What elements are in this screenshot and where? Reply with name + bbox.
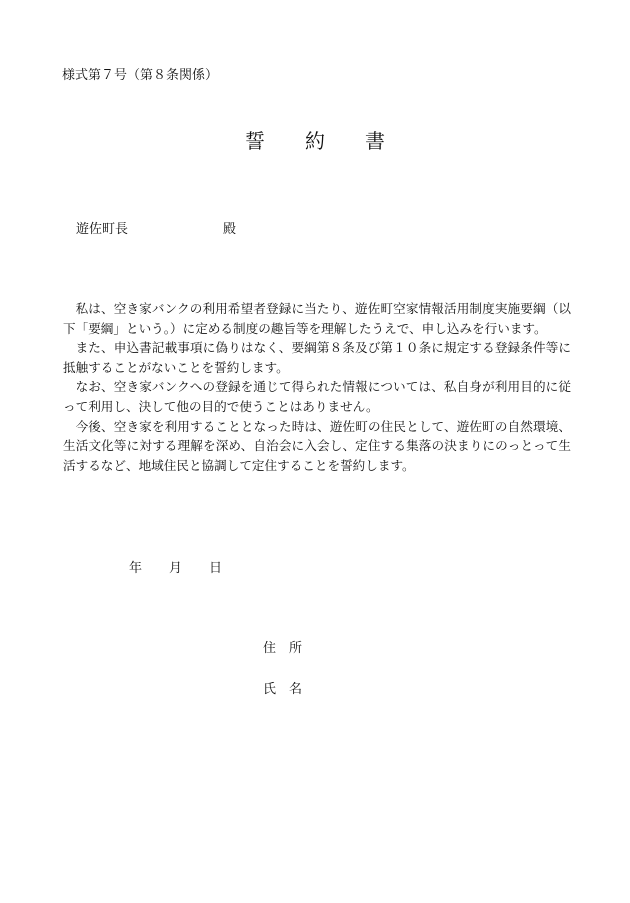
pledge-body <box>63 299 571 475</box>
form-number: 様式第７号（第８条関係） <box>62 68 219 83</box>
document-title <box>0 128 630 154</box>
pledge-paragraph-1: 私は、空き家バンクの利用希望者登録に当たり、遊佐町空家情報活用制度実施要綱（以下「要綱」という。）に定める制度の趣旨等を理解したうえで、申し込みを行います。 <box>63 301 571 336</box>
pledge-paragraph-3: なお、空き家バンクへの登録を通じて得られた情報については、私自身が利用目的に従って利用し、決して他の目的で使うことはありません。 <box>63 379 571 414</box>
pledge-paragraph-2: また、申込書記載事項に偽りはなく、要綱第８条及び第１０条に規定する登録条件等に抵触することがないことを誓約します。 <box>63 340 571 375</box>
date-year-label: 年 <box>129 561 143 576</box>
signature-address-label: 住 所 <box>263 641 303 656</box>
title-char-3: 書 <box>365 129 385 153</box>
date-line <box>129 560 222 578</box>
title-char-2: 約 <box>305 129 325 153</box>
addressee-honorific: 殿 <box>223 222 237 237</box>
date-month-label: 月 <box>169 561 183 576</box>
title-char-1: 誓 <box>245 129 265 153</box>
addressee-name: 遊佐町長 <box>76 222 129 237</box>
signature-name-label: 氏 名 <box>263 682 303 697</box>
date-day-label: 日 <box>209 561 223 576</box>
pledge-paragraph-4: 今後、空き家を利用することとなった時は、遊佐町の住民として、遊佐町の自然環境、生活文化等に対する理解を深め、自治会に入会し、定住する集落の決まりにのっとって生活するなど、地域住民と協調して定住することを誓約します。 <box>63 418 571 473</box>
